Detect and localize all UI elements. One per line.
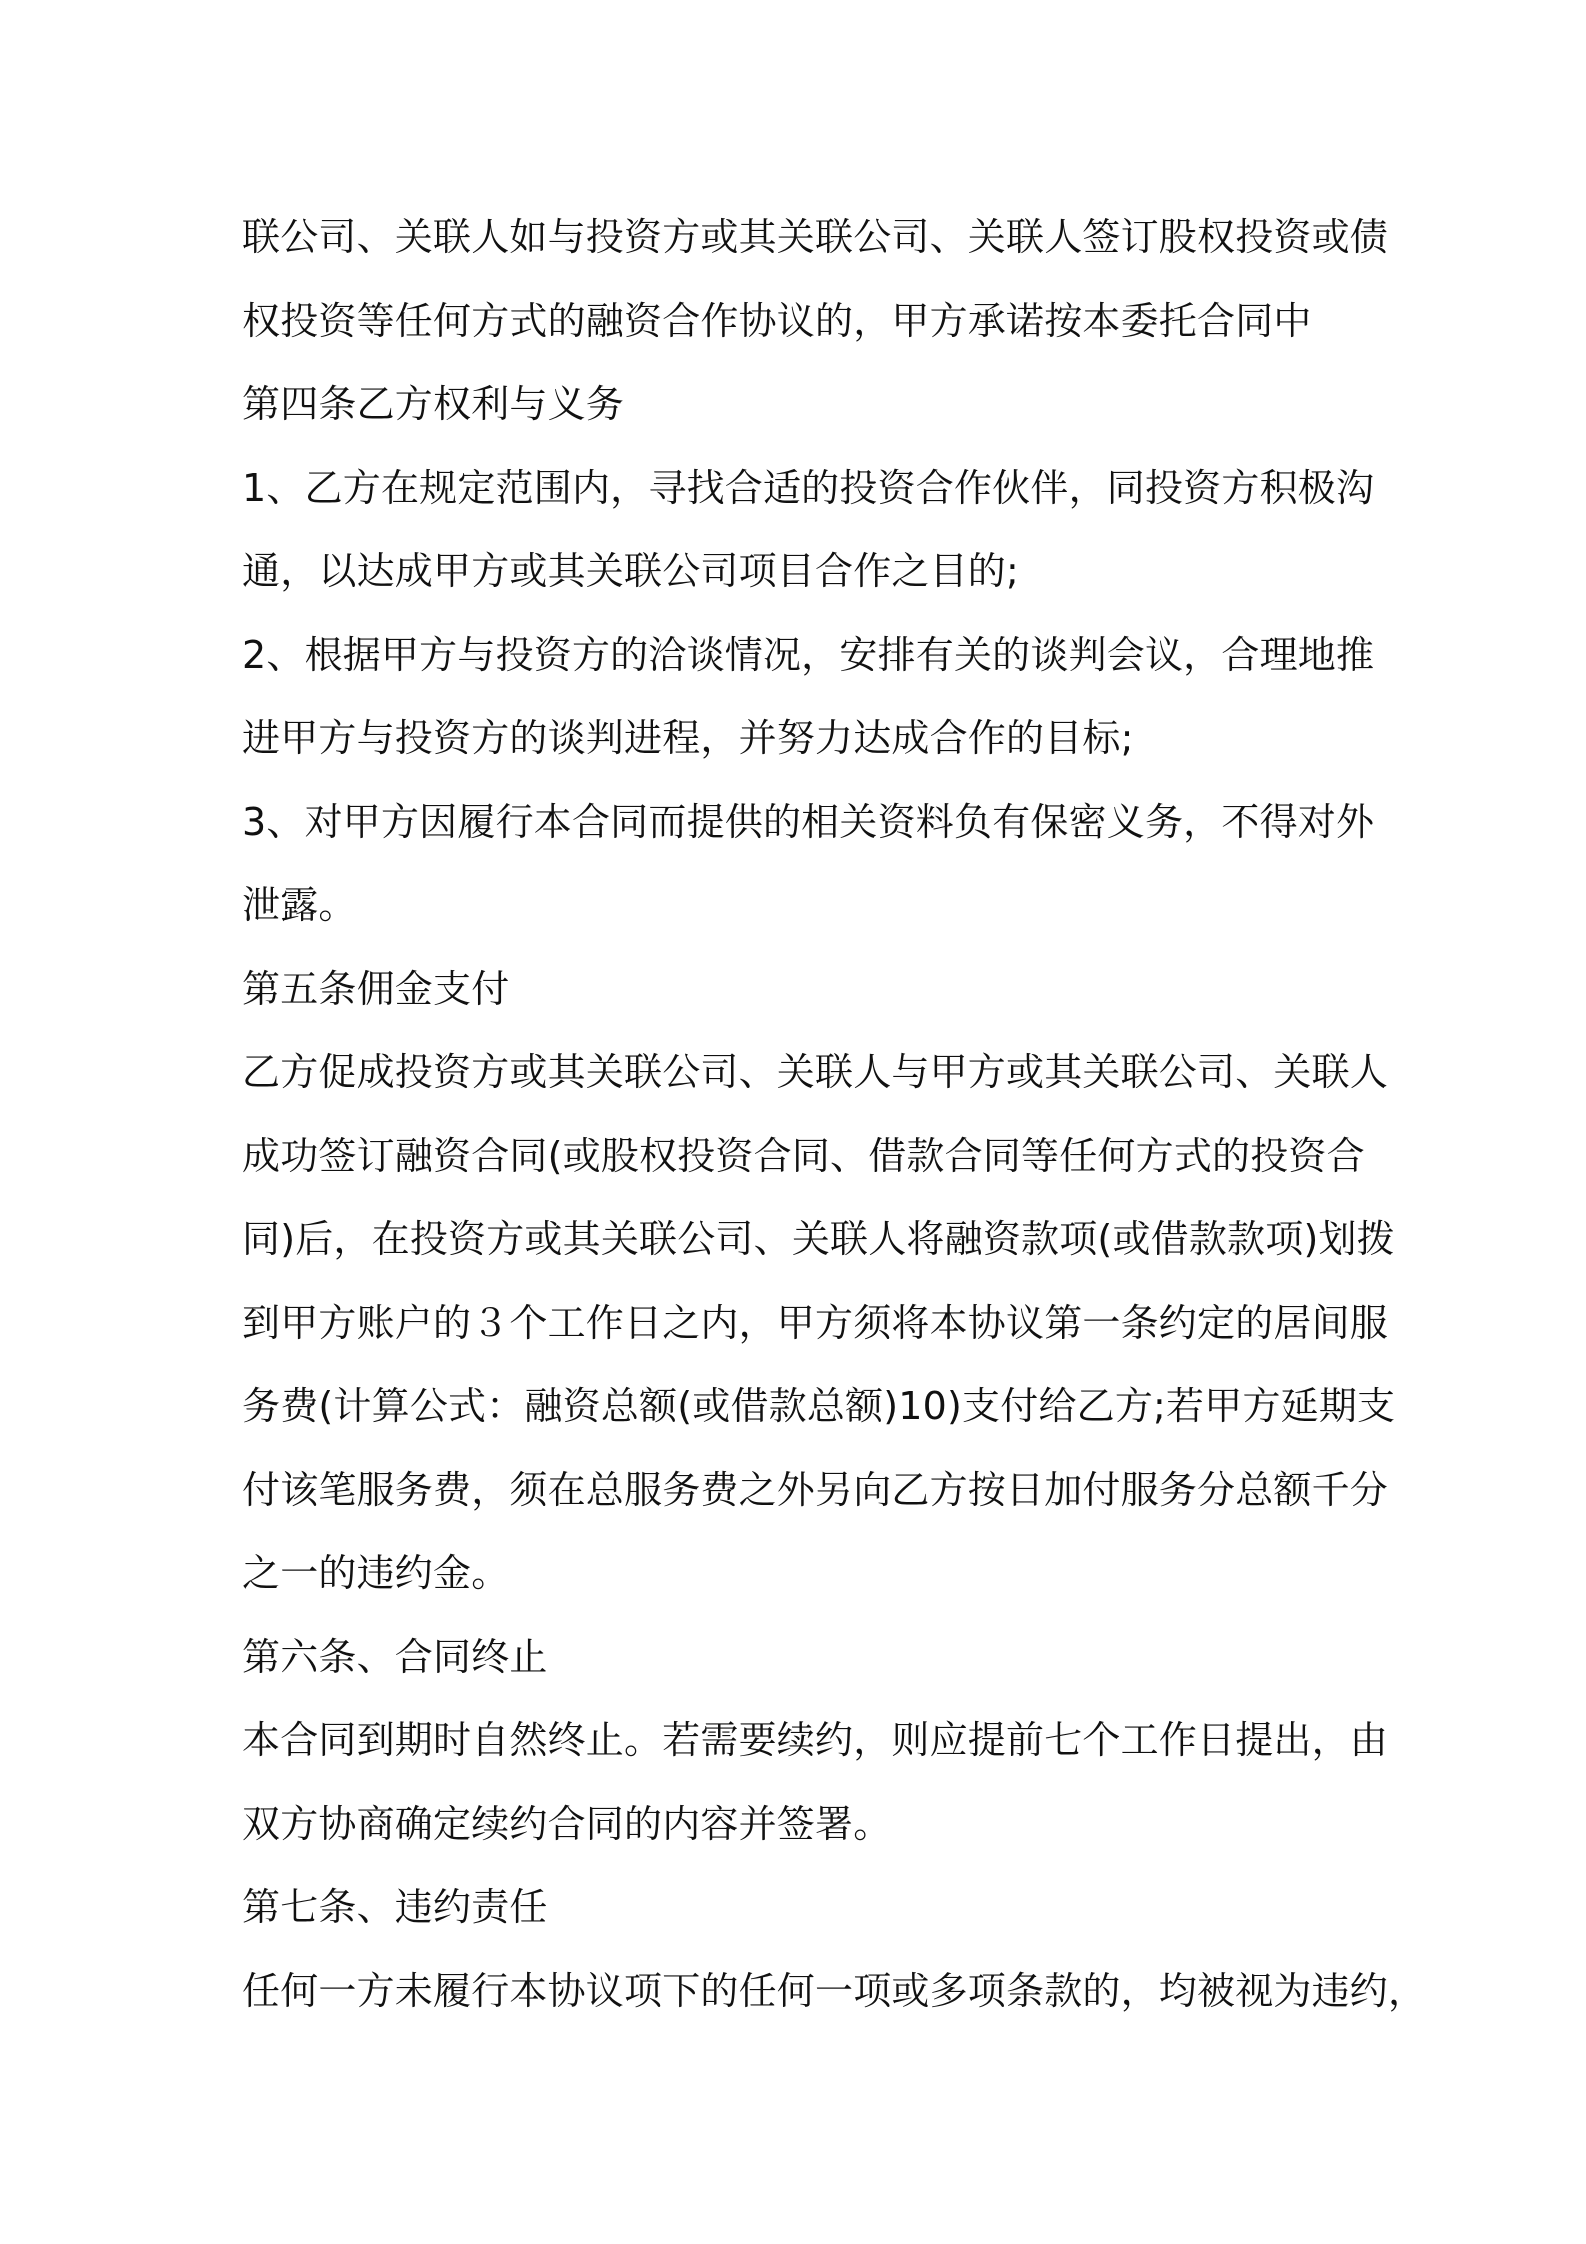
text-line: 通，以达成甲方或其关联公司项目合作之目的; [242, 549, 1020, 593]
section-heading: 第五条佣金支付 [242, 966, 510, 1011]
text-line: 1、乙方在规定范围内，寻找合适的投资合作伙伴，同投资方积极沟 [242, 465, 1375, 510]
text-line: 乙方促成投资方或其关联公司、关联人与甲方或其关联公司、关联人 [242, 1050, 1389, 1094]
text-line: 进甲方与投资方的谈判进程，并努力达成合作的目标; [242, 716, 1134, 760]
text-line: 泄露。 [242, 883, 357, 927]
section-heading: 第四条乙方权利与义务 [242, 382, 625, 426]
document-body [242, 196, 1427, 2033]
text-line: 到甲方账户的３个工作日之内，甲方须将本协议第一条约定的居间服 [242, 1300, 1389, 1345]
text-line: 3、对甲方因履行本合同而提供的相关资料负有保密义务，不得对外 [242, 799, 1375, 844]
text-line: 双方协商确定续约合同的内容并签署。 [242, 1801, 892, 1846]
text-line: 务费(计算公式：融资总额(或借款总额)10)支付给乙方;若甲方延期支 [242, 1384, 1396, 1428]
text-line: 成功签订融资合同(或股权投资合同、借款合同等任何方式的投资合 [242, 1133, 1365, 1178]
text-line: 任何一方未履行本协议项下的任何一项或多项条款的，均被视为违约， [242, 1968, 1427, 2013]
section-heading: 第七条、违约责任 [242, 1885, 548, 1929]
text-line: 联公司、关联人如与投资方或其关联公司、关联人签订股权投资或债 [242, 215, 1389, 259]
text-line: 2、根据甲方与投资方的洽谈情况，安排有关的谈判会议，合理地推 [242, 632, 1375, 677]
text-line: 之一的违约金。 [242, 1551, 510, 1595]
text-line: 权投资等任何方式的融资合作协议的，甲方承诺按本委托合同中 [242, 298, 1312, 343]
text-line: 付该笔服务费，须在总服务费之外另向乙方按日加付服务分总额千分 [242, 1467, 1389, 1512]
text-line: 本合同到期时自然终止。若需要续约，则应提前七个工作日提出，由 [242, 1718, 1389, 1762]
section-heading: 第六条、合同终止 [242, 1634, 548, 1679]
text-line: 同)后，在投资方或其关联公司、关联人将融资款项(或借款款项)划拨 [242, 1217, 1395, 1261]
